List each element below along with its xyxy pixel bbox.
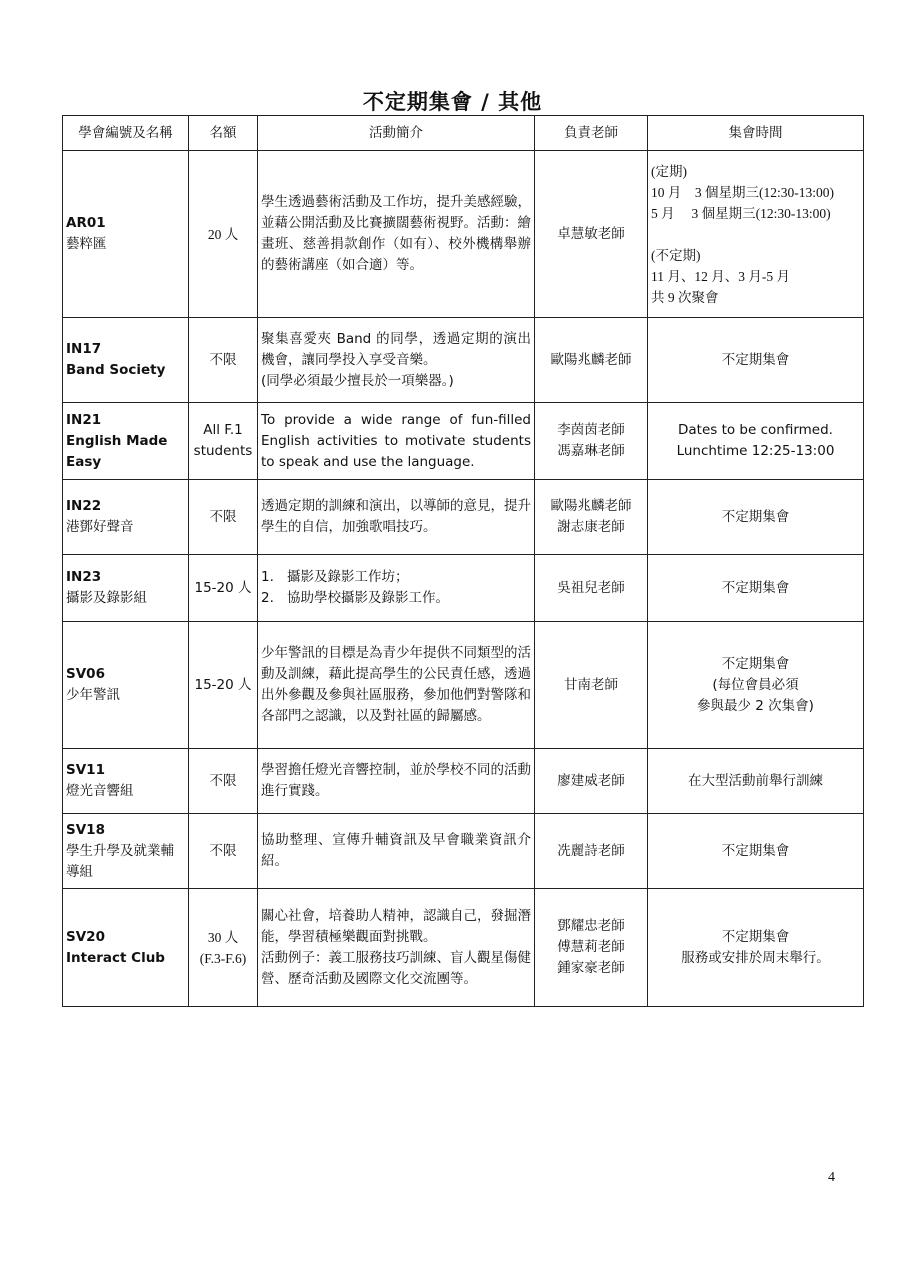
meeting-cell: 不定期集會: [648, 480, 864, 555]
club-cell: [63, 480, 189, 555]
club-cell: [63, 318, 189, 403]
quota-cell: 不限: [189, 749, 258, 814]
quota-cell: 30 人 (F.3-F.6): [189, 889, 258, 1007]
quota-cell: All F.1 students: [189, 403, 258, 480]
table-row: [63, 555, 864, 622]
description-cell: To provide a wide range of fun-filled English activities to motivate students to speak and use the language.: [258, 403, 535, 480]
club-name: English Made Easy: [66, 432, 168, 470]
club-name: 少年警訊: [66, 687, 120, 703]
club-code: IN23: [66, 569, 102, 585]
club-code: AR01: [66, 215, 106, 231]
table-header-row: [63, 116, 864, 151]
meeting-cell: 不定期集會 服務或安排於周末舉行。: [648, 889, 864, 1007]
club-code: IN17: [66, 341, 102, 357]
teachers-cell: 冼麗詩老師: [535, 814, 648, 889]
club-code: IN22: [66, 498, 102, 514]
description-cell: 學生透過藝術活動及工作坊，提升美感經驗，並藉公開活動及比賽擴闊藝術視野。活動：繪畫班、慈善捐款創作（如有）、校外機構舉辦的藝術講座（如合適）等。: [258, 151, 535, 318]
meeting-cell: Dates to be confirmed. Lunchtime 12:25-13:00: [648, 403, 864, 480]
quota-cell: 不限: [189, 814, 258, 889]
table-row: [63, 622, 864, 749]
header-meeting: 集會時間: [648, 116, 864, 151]
page-number: 4: [828, 1170, 835, 1185]
list-item: 2. 協助學校攝影及錄影工作。: [261, 590, 449, 606]
club-name: 攝影及錄影組: [66, 590, 147, 606]
description-cell: 少年警訊的目標是為青少年提供不同類型的活動及訓練，藉此提高學生的公民責任感，透過出外參觀及參與社區服務，參加他們對警隊和各部門之認識，以及對社區的歸屬感。: [258, 622, 535, 749]
header-teachers: 負責老師: [535, 116, 648, 151]
club-code: SV18: [66, 821, 105, 838]
teachers-cell: 廖建威老師: [535, 749, 648, 814]
teachers-cell: 吳祖兒老師: [535, 555, 648, 622]
club-name: Interact Club: [66, 949, 165, 966]
description-cell: 透過定期的訓練和演出，以導師的意見，提升學生的自信，加強歌唱技巧。: [258, 480, 535, 555]
table-row: [63, 749, 864, 814]
meeting-cell: 不定期集會 (每位會員必須 參與最少 2 次集會): [648, 622, 864, 749]
table-row: [63, 403, 864, 480]
meeting-cell: 在大型活動前舉行訓練: [648, 749, 864, 814]
table-row: [63, 151, 864, 318]
club-name: 學生升學及就業輔導組: [66, 842, 174, 880]
activity-list: [261, 567, 531, 609]
teachers-cell: 歐陽兆麟老師 謝志康老師: [535, 480, 648, 555]
table-row: [63, 480, 864, 555]
meeting-cell: 不定期集會: [648, 555, 864, 622]
club-cell: [63, 403, 189, 480]
club-cell: [63, 749, 189, 814]
club-name: 燈光音響組: [66, 783, 134, 799]
header-club: 學會編號及名稱: [63, 116, 189, 151]
quota-cell: 15-20 人: [189, 622, 258, 749]
meeting-cell: 不定期集會: [648, 318, 864, 403]
header-quota: 名額: [189, 116, 258, 151]
teachers-cell: 鄧耀忠老師 傅慧莉老師 鍾家豪老師: [535, 889, 648, 1007]
teachers-cell: 甘南老師: [535, 622, 648, 749]
club-cell: [63, 814, 189, 889]
table-row: [63, 318, 864, 403]
quota-cell: 20 人: [189, 151, 258, 318]
club-cell: [63, 889, 189, 1007]
club-cell: [63, 555, 189, 622]
club-name: 藝粹匯: [66, 236, 107, 252]
club-cell: [63, 622, 189, 749]
quota-cell: 15-20 人: [189, 555, 258, 622]
club-code: SV20: [66, 928, 105, 945]
club-name: Band Society: [66, 362, 166, 378]
table-row: [63, 889, 864, 1007]
description-cell: [258, 555, 535, 622]
club-name: 港鄧好聲音: [66, 519, 134, 535]
list-item: 1. 攝影及錄影工作坊；: [261, 569, 409, 585]
clubs-table: [62, 115, 864, 1007]
club-code: SV06: [66, 666, 105, 682]
header-description: 活動簡介: [258, 116, 535, 151]
quota-cell: 不限: [189, 480, 258, 555]
table-row: [63, 814, 864, 889]
club-code: IN21: [66, 411, 102, 428]
meeting-cell: (定期) 10 月 3 個星期三(12:30-13:00) 5 月 3 個星期三(12:30-13:00) (不定期) 11 月、12 月、3 月-5 月 共 9 次聚會: [648, 151, 864, 318]
teachers-cell: 李茵茵老師 馮嘉琳老師: [535, 403, 648, 480]
club-code: SV11: [66, 762, 105, 778]
teachers-cell: 歐陽兆麟老師: [535, 318, 648, 403]
description-cell: 學習擔任燈光音響控制，並於學校不同的活動進行實踐。: [258, 749, 535, 814]
page-title: 不定期集會 / 其他: [362, 90, 543, 114]
quota-cell: 不限: [189, 318, 258, 403]
teachers-cell: 卓慧敏老師: [535, 151, 648, 318]
description-cell: 聚集喜愛夾 Band 的同學，透過定期的演出機會，讓同學投入享受音樂。 (同學必須最少擅長於一項樂器。): [258, 318, 535, 403]
description-cell: 協助整理、宣傳升輔資訊及早會職業資訊介紹。: [258, 814, 535, 889]
club-cell: [63, 151, 189, 318]
description-cell: 關心社會，培養助人精神，認識自己，發掘潛能，學習積極樂觀面對挑戰。 活動例子：義工服務技巧訓練、盲人觀星傷健營、歷奇活動及國際文化交流團等。: [258, 889, 535, 1007]
meeting-cell: 不定期集會: [648, 814, 864, 889]
